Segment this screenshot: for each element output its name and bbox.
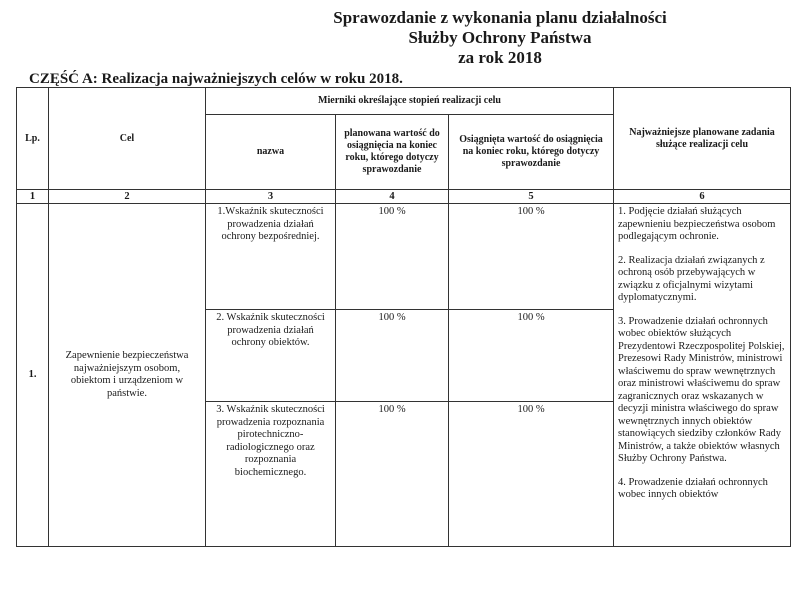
row-cel: Zapewnienie bezpieczeństwa najważniejszym osobom, obiektom i urządzeniom w państwie. bbox=[49, 204, 206, 547]
tasks-cell bbox=[614, 204, 791, 547]
column-number: 1 bbox=[17, 190, 49, 204]
header-zadania: Najważniejsze planowane zadania służące realizacji celu bbox=[614, 88, 791, 190]
task-item: 1. Podjęcie działań służących zapewnieniu bezpieczeństwa osobom podlegającym ochronie. bbox=[618, 206, 776, 242]
measure-planned: 100 % bbox=[336, 402, 449, 547]
task-item: 3. Prowadzenie działań ochronnych wobec obiektów służących Prezydentowi Rzeczpospolitej Polskiej, Prezesowi Rady Ministrów, ministrowi właściwemu do spraw wewnętrznych oraz ministrowi właściwemu do spraw zagranicznych oraz wskazanych w decyzji ministra właściwego do spraw wewnętrznych innych obiektów stanowiących siedziby członków Rady Ministrów, a także obiektów własnych Służby Ochrony Państwa. bbox=[618, 315, 785, 464]
column-number: 2 bbox=[49, 190, 206, 204]
header-nazwa: nazwa bbox=[206, 115, 336, 190]
goals-table bbox=[16, 87, 791, 547]
measure-planned: 100 % bbox=[336, 204, 449, 310]
header-lp: Lp. bbox=[17, 88, 49, 190]
title-line: Sprawozdanie z wykonania planu działalności bbox=[333, 8, 667, 27]
header-osiagnieta: Osiągnięta wartość do osiągnięcia na koniec roku, którego dotyczy sprawozdanie bbox=[449, 115, 614, 190]
measure-name: 3. Wskaźnik skuteczności prowadzenia rozpoznania pirotechniczno-radiologicznego oraz rozpoznania biochemicznego. bbox=[206, 402, 336, 547]
measure-achieved: 100 % bbox=[449, 402, 614, 547]
title-line: za rok 2018 bbox=[458, 48, 542, 67]
header-mierniki: Mierniki określające stopień realizacji celu bbox=[206, 88, 614, 115]
row-lp: 1. bbox=[17, 204, 49, 547]
column-number: 4 bbox=[336, 190, 449, 204]
measure-name: 1.Wskaźnik skuteczności prowadzenia działań ochrony bezpośredniej. bbox=[206, 204, 336, 310]
column-number: 3 bbox=[206, 190, 336, 204]
task-item: 4. Prowadzenie działań ochronnych wobec innych obiektów bbox=[618, 476, 768, 500]
header-planowana: planowana wartość do osiągnięcia na koniec roku, którego dotyczy sprawozdanie bbox=[336, 115, 449, 190]
document-title bbox=[200, 8, 800, 68]
title-line: Służby Ochrony Państwa bbox=[408, 28, 592, 47]
measure-achieved: 100 % bbox=[449, 310, 614, 402]
column-number: 6 bbox=[614, 190, 791, 204]
measure-achieved: 100 % bbox=[449, 204, 614, 310]
part-heading: CZĘŚĆ A: Realizacja najważniejszych celów w roku 2018. bbox=[29, 71, 403, 87]
measure-planned: 100 % bbox=[336, 310, 449, 402]
task-item: 2. Realizacja działań związanych z ochroną osób przebywających w związku z oficjalnymi wizytami dyplomatycznymi. bbox=[618, 254, 765, 303]
header-cel: Cel bbox=[49, 88, 206, 190]
column-number: 5 bbox=[449, 190, 614, 204]
measure-name: 2. Wskaźnik skuteczności prowadzenia działań ochrony obiektów. bbox=[206, 310, 336, 402]
